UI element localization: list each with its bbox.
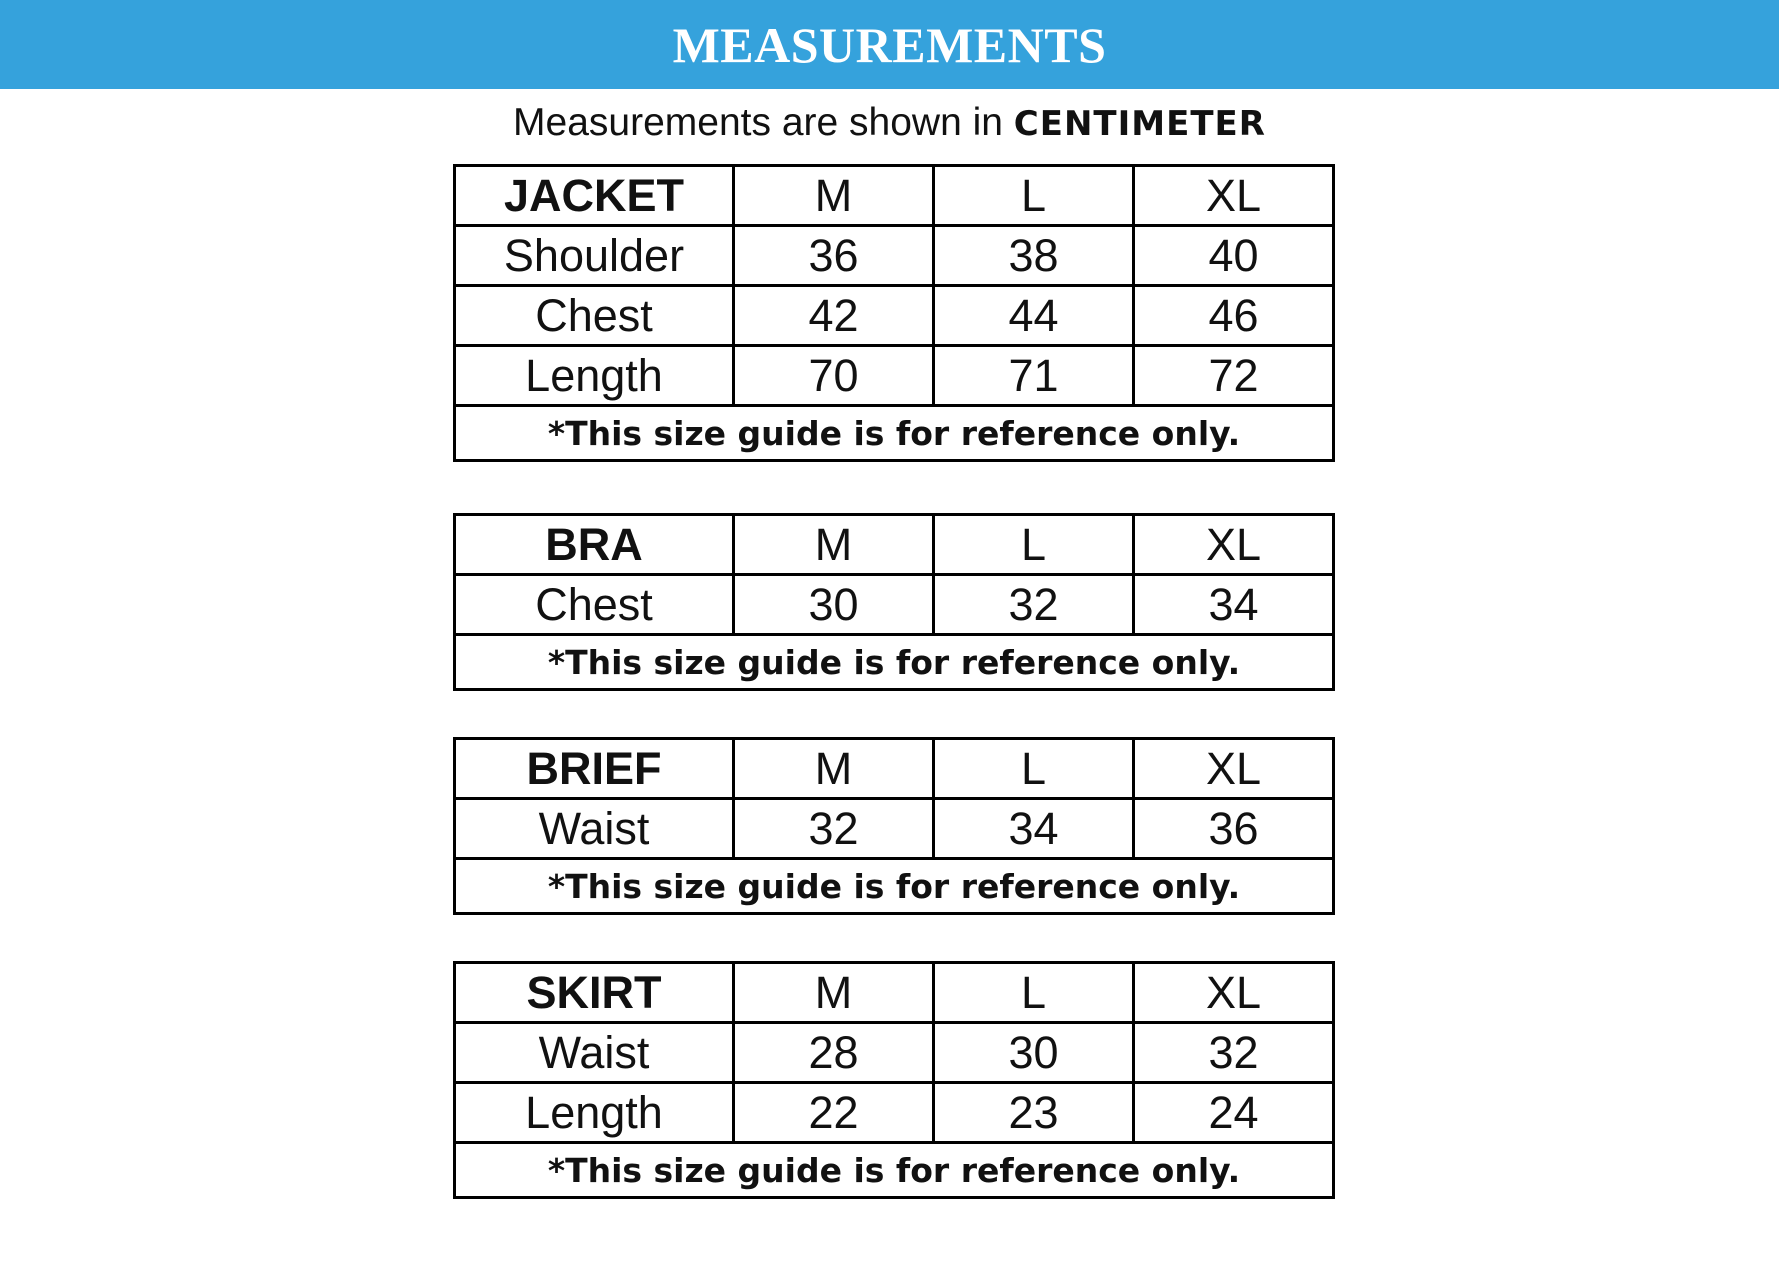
size-header-cell: XL [1134,963,1334,1023]
skirt-size-table [453,961,1335,1199]
value-cell: 71 [934,346,1134,406]
value-cell: 28 [734,1023,934,1083]
table-row [455,226,1334,286]
value-cell: 38 [934,226,1134,286]
reference-note: *This size guide is for reference only. [455,406,1334,461]
table-row [455,799,1334,859]
value-cell: 36 [1134,799,1334,859]
subtitle-prefix: Measurements are shown in [513,101,1003,144]
table-header-row [455,166,1334,226]
size-header-cell: L [934,963,1134,1023]
value-cell: 42 [734,286,934,346]
table-note-row [455,635,1334,690]
page-title: MEASUREMENTS [672,16,1107,73]
value-cell: 24 [1134,1083,1334,1143]
table-note-row [455,406,1334,461]
jacket-size-table [453,164,1335,462]
table-row [455,1023,1334,1083]
table-row [455,286,1334,346]
measure-label-cell: Length [455,1083,734,1143]
size-header-cell: M [734,739,934,799]
measure-label-cell: Length [455,346,734,406]
header-banner [0,0,1779,89]
unit-subtitle [0,98,1779,149]
value-cell: 22 [734,1083,934,1143]
size-header-cell: L [934,515,1134,575]
category-cell: JACKET [455,166,734,226]
bra-size-table [453,513,1335,691]
table-header-row [455,739,1334,799]
size-header-cell: M [734,963,934,1023]
measure-label-cell: Shoulder [455,226,734,286]
table-row [455,575,1334,635]
size-header-cell: M [734,515,934,575]
reference-note: *This size guide is for reference only. [455,859,1334,914]
measure-label-cell: Waist [455,799,734,859]
value-cell: 34 [934,799,1134,859]
value-cell: 30 [734,575,934,635]
value-cell: 34 [1134,575,1334,635]
value-cell: 44 [934,286,1134,346]
size-header-cell: XL [1134,739,1334,799]
table-row [455,346,1334,406]
measure-label-cell: Waist [455,1023,734,1083]
reference-note: *This size guide is for reference only. [455,1143,1334,1198]
measure-label-cell: Chest [455,286,734,346]
reference-note: *This size guide is for reference only. [455,635,1334,690]
value-cell: 23 [934,1083,1134,1143]
value-cell: 72 [1134,346,1334,406]
measure-label-cell: Chest [455,575,734,635]
value-cell: 40 [1134,226,1334,286]
size-header-cell: XL [1134,166,1334,226]
value-cell: 36 [734,226,934,286]
category-cell: BRIEF [455,739,734,799]
value-cell: 32 [734,799,934,859]
value-cell: 32 [1134,1023,1334,1083]
value-cell: 30 [934,1023,1134,1083]
size-header-cell: L [934,739,1134,799]
brief-size-table [453,737,1335,915]
size-header-cell: L [934,166,1134,226]
value-cell: 46 [1134,286,1334,346]
table-header-row [455,963,1334,1023]
subtitle-unit: CENTIMETER [1013,104,1266,144]
size-header-cell: XL [1134,515,1334,575]
size-header-cell: M [734,166,934,226]
table-row [455,1083,1334,1143]
category-cell: SKIRT [455,963,734,1023]
category-cell: BRA [455,515,734,575]
table-header-row [455,515,1334,575]
table-note-row [455,1143,1334,1198]
table-note-row [455,859,1334,914]
value-cell: 70 [734,346,934,406]
value-cell: 32 [934,575,1134,635]
